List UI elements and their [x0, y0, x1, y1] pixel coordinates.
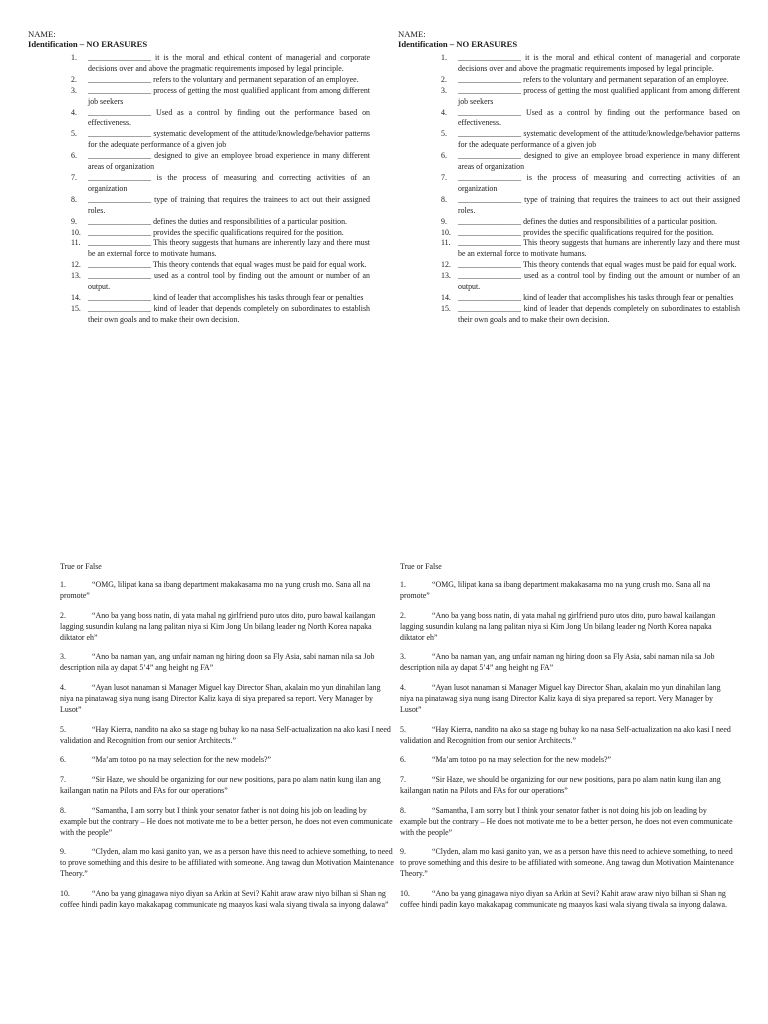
true-false-item: 7. “Sir Haze, we should be organizing for our new positions, para po alam natin kung ilan ang kailangan natin na Pilots and FAs for our operations” [60, 775, 381, 796]
true-false-item: 5. “Hay Kierra, nandito na ako sa stage ng buhay ko na nasa Self-actualization na ako kasi I need validation and Recognition from our senior Architects.” [60, 724, 391, 745]
true-false-item: 10. “Ano ba yang ginagawa niyo diyan sa Arkin at Sevi? Kahit araw araw niyo bilhan si Shan ng coffee hindi padin kayo makakapag communicate ng maayos kasi wala siyang tiwala sa inyong dalawa” [60, 889, 389, 909]
identification-item: 14. ________________ kind of leader that accomplishes his tasks through fear or penalties [71, 292, 364, 302]
identification-item: 13. ________________ used as a control tool by finding out the amount or number of an output. [441, 271, 740, 292]
identification-item: 9. ________________ defines the duties and responsibilities of a particular position. [71, 216, 348, 226]
true-false-section-left [60, 562, 395, 920]
identification-item: 11. ________________ This theory suggests that humans are inherently lazy and there must be an external force to motivate humans. [71, 238, 370, 259]
identification-item: 12. ________________ This theory contends that equal wages must be paid for equal work. [441, 260, 737, 270]
true-false-item: 8. “Samantha, I am sorry but I think your senator father is not doing his job on leading by example but the contrary – He does not motivate me to be a better person, he does not even communicate with the people” [60, 805, 393, 837]
true-false-section-right [400, 562, 735, 920]
true-false-item: 9. “Clyden, alam mo kasi ganito yan, we as a person have this need to achieve something, to need to prove something and this desire to be affiliated with someone. Ang tawag dun Motivation Maintenance Theory.” [60, 847, 394, 879]
true-false-item: 3. “Ano ba naman yan, ang unfair naman ng hiring doon sa Fly Asia, sabi naman nila sa Job description nila ay dapat 5’4” ang height ng FA” [400, 652, 715, 673]
true-false-item: 3. “Ano ba naman yan, ang unfair naman ng hiring doon sa Fly Asia, sabi naman nila sa Job description nila ay dapat 5’4” ang height ng FA” [60, 652, 375, 673]
identification-item: 8. ________________ type of training that requires the trainees to act out their assigned roles. [71, 194, 370, 215]
identification-item: 1. ________________ it is the moral and ethical content of managerial and corporate decisions over and above the pragmatic requirements imposed by legal principle. [71, 53, 370, 73]
true-false-heading: True or False [60, 562, 102, 571]
true-false-item: 7. “Sir Haze, we should be organizing for our new positions, para po alam natin kung ilan ang kailangan natin na Pilots and FAs for our operations” [400, 775, 721, 796]
identification-item: 9. ________________ defines the duties and responsibilities of a particular position. [441, 216, 718, 226]
identification-heading: Identification – NO ERASURES [398, 39, 518, 49]
identification-item: 7. ________________ is the process of measuring and correcting activities of an organization [441, 172, 740, 193]
identification-item: 1. ________________ it is the moral and ethical content of managerial and corporate decisions over and above the pragmatic requirements imposed by legal principle. [441, 53, 740, 73]
identification-item: 10. ________________ provides the specific qualifications required for the position. [441, 227, 714, 237]
identification-item: 5. ________________ systematic development of the attitude/knowledge/behavior patterns for the adequate performance of a given job [71, 129, 370, 150]
identification-item: 6. ________________ designed to give an employee broad experience in many different areas of organization [441, 151, 740, 172]
identification-item: 12. ________________ This theory contends that equal wages must be paid for equal work. [71, 260, 367, 270]
identification-item: 15. ________________ kind of leader that depends completely on subordinates to establish their own goals and to make their own decision. [441, 303, 740, 324]
identification-item: 5. ________________ systematic development of the attitude/knowledge/behavior patterns for the adequate performance of a given job [441, 129, 740, 150]
identification-section-left [28, 0, 370, 326]
identification-item: 15. ________________ kind of leader that depends completely on subordinates to establish their own goals and to make their own decision. [71, 303, 370, 324]
identification-list [398, 53, 740, 326]
identification-item: 2. ________________ refers to the voluntary and permanent separation of an employee. [441, 74, 729, 84]
identification-item: 3. ________________ process of getting the most qualified applicant from among different job seekers [441, 85, 740, 106]
identification-item: 7. ________________ is the process of measuring and correcting activities of an organization [71, 172, 370, 193]
true-false-item: 6. “Ma’am totoo po na may selection for the new models?” [400, 755, 612, 765]
true-false-item: 5. “Hay Kierra, nandito na ako sa stage ng buhay ko na nasa Self-actualization na ako kasi I need validation and Recognition from our senior Architects.” [400, 724, 731, 745]
identification-item: 4. ________________ Used as a control by finding out the performance based on effectiveness. [71, 107, 370, 128]
identification-item: 14. ________________ kind of leader that accomplishes his tasks through fear or penalties [441, 292, 734, 302]
true-false-item: 2. “Ano ba yang boss natin, di yata mahal ng girlfriend puro utos dito, puro bawal kailangan lagging susundin kulang na lang palitan niya si Kim Jong Un bilang leader ng North Korea napaka diktator eh” [400, 610, 716, 642]
true-false-item: 9. “Clyden, alam mo kasi ganito yan, we as a person have this need to achieve something, to need to prove something and this desire to be affiliated with someone. Ang tawag dun Motivation Maintenance Theory.” [400, 847, 734, 879]
true-false-item: 1. “OMG, lilipat kana sa ibang department makakasama mo na yung crush mo. Sana all na promote” [400, 580, 711, 600]
true-false-item: 4. “Ayan lusot nanaman si Manager Miguel kay Director Shan, akalain mo yun dinahilan lang niya na pinatawag siya nung isang Director Kaliz kaya di siya prepared sa report. Very Manager by Lusot” [400, 683, 721, 714]
true-false-item: 4. “Ayan lusot nanaman si Manager Miguel kay Director Shan, akalain mo yun dinahilan lang niya na pinatawag siya nung isang Director Kaliz kaya di siya prepared sa report. Very Manager by Lusot” [60, 683, 381, 714]
identification-item: 3. ________________ process of getting the most qualified applicant from among different job seekers [71, 85, 370, 106]
identification-item: 8. ________________ type of training that requires the trainees to act out their assigned roles. [441, 194, 740, 215]
true-false-item: 8. “Samantha, I am sorry but I think your senator father is not doing his job on leading by example but the contrary – He does not motivate me to be a better person, he does not even communicate with the people” [400, 805, 733, 837]
identification-item: 4. ________________ Used as a control by finding out the performance based on effectiveness. [441, 107, 740, 128]
identification-item: 11. ________________ This theory suggests that humans are inherently lazy and there must be an external force to motivate humans. [441, 238, 740, 259]
true-false-heading: True or False [400, 562, 442, 571]
true-false-item: 6. “Ma’am totoo po na may selection for the new models?” [60, 755, 272, 765]
identification-item: 2. ________________ refers to the voluntary and permanent separation of an employee. [71, 74, 359, 84]
identification-item: 10. ________________ provides the specific qualifications required for the position. [71, 227, 344, 237]
name-label: NAME: [398, 29, 426, 39]
true-false-item: 1. “OMG, lilipat kana sa ibang department makakasama mo na yung crush mo. Sana all na promote” [60, 580, 371, 600]
true-false-item: 2. “Ano ba yang boss natin, di yata mahal ng girlfriend puro utos dito, puro bawal kailangan lagging susundin kulang na lang palitan niya si Kim Jong Un bilang leader ng North Korea napaka diktator eh” [60, 610, 376, 642]
identification-section-right [398, 0, 740, 326]
identification-item: 6. ________________ designed to give an employee broad experience in many different areas of organization [71, 151, 370, 172]
identification-list [28, 53, 370, 326]
identification-item: 13. ________________ used as a control tool by finding out the amount or number of an output. [71, 271, 370, 292]
identification-heading: Identification – NO ERASURES [28, 39, 148, 49]
name-label: NAME: [28, 29, 56, 39]
true-false-item: 10. “Ano ba yang ginagawa niyo diyan sa Arkin at Sevi? Kahit araw araw niyo bilhan si Shan ng coffee hindi padin kayo makakapag communicate ng maayos kasi wala siyang tiwala sa inyong dalawa. [400, 889, 727, 909]
